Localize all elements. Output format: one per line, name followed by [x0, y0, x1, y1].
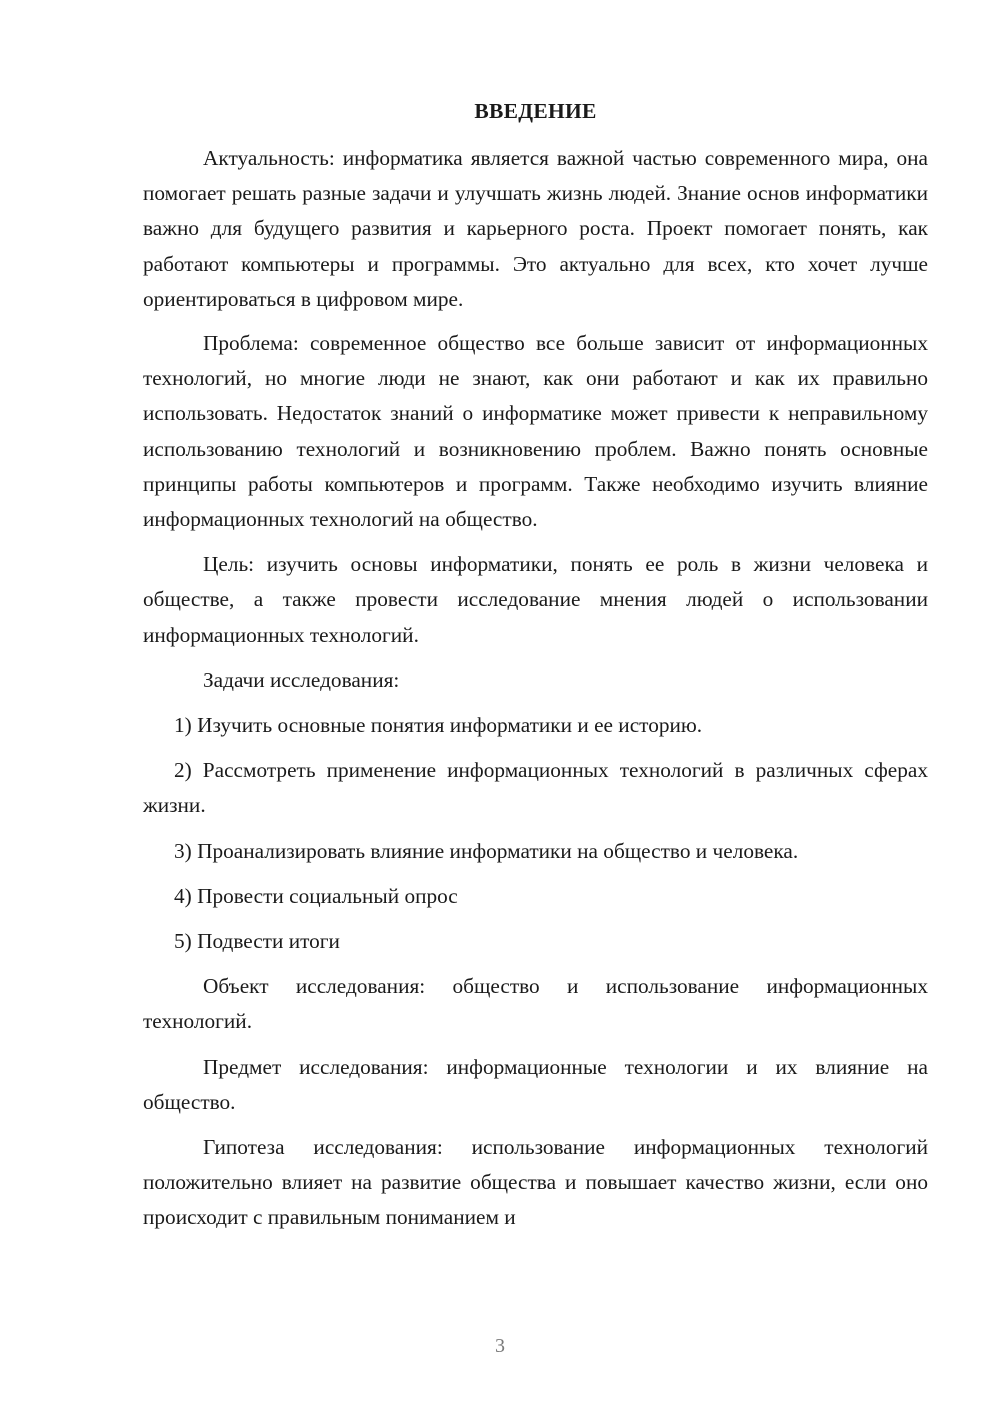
- subject-paragraph: Предмет исследования: информационные технологии и их влияние на общество.: [143, 1054, 928, 1114]
- task-item: 1) Изучить основные понятия информатики и ее историю.: [174, 713, 703, 738]
- task-item: 3) Проанализировать влияние информатики на общество и человека.: [174, 838, 799, 863]
- hypothesis-paragraph: Гипотеза исследования: использование информационных технологий положительно влияет на развитие общества и повышает качество жизни, если оно происходит с правильным пониманием и: [143, 1135, 928, 1230]
- document-body: [143, 141, 928, 1246]
- task-item: 4) Провести социальный опрос: [174, 883, 458, 908]
- tasks-title: Задачи исследования:: [203, 667, 400, 692]
- page-number: 3: [495, 1335, 505, 1357]
- section-heading: ВВЕДЕНИЕ: [474, 99, 597, 123]
- problem-paragraph: Проблема: современное общество все больше зависит от информационных технологий, но многие люди не знают, как они работают и как их правильно использовать. Недостаток знаний о информатике может привести к неправильному использованию технологий и возникновению проблем. Важно понять основные принципы работы компьютеров и программ. Также необходимо изучить влияние информационных технологий на общество.: [143, 331, 928, 532]
- task-item: 2) Рассмотреть применение информационных технологий в различных сферах жизни.: [143, 758, 928, 818]
- object-paragraph: Объект исследования: общество и использование информационных технологий.: [143, 974, 928, 1034]
- goal-paragraph: Цель: изучить основы информатики, понять ее роль в жизни человека и обществе, а также провести исследование мнения людей о использовании информационных технологий.: [143, 552, 928, 647]
- task-item: 5) Подвести итоги: [174, 929, 340, 954]
- relevance-paragraph: Актуальность: информатика является важной частью современного мира, она помогает решать разные задачи и улучшать жизнь людей. Знание основ информатики важно для будущего развития и карьерного роста. Проект помогает понять, как работают компьютеры и программы. Это актуально для всех, кто хочет лучше ориентироваться в цифровом мире.: [143, 146, 928, 311]
